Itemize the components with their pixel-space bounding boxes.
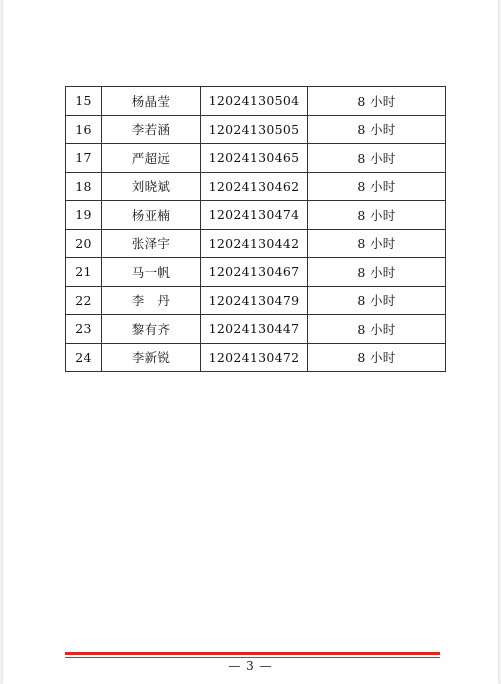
page-number: — 3 — [228, 659, 273, 673]
hours-cell: 8 小时 [308, 201, 446, 230]
student-name-cell: 黎有齐 [102, 315, 201, 344]
hours-cell: 8 小时 [308, 229, 446, 258]
row-number-cell: 24 [66, 343, 102, 372]
row-number-cell: 22 [66, 286, 102, 315]
student-name-cell: 李 丹 [102, 286, 201, 315]
row-number-cell: 19 [66, 201, 102, 230]
roster-table-body [66, 87, 446, 372]
table-row [66, 343, 446, 372]
row-number-cell: 16 [66, 115, 102, 144]
hours-cell: 8 小时 [308, 87, 446, 116]
student-id-cell: 12024130465 [201, 144, 308, 173]
student-id-cell: 12024130447 [201, 315, 308, 344]
footer-red-rule-thin [65, 657, 440, 658]
table-row [66, 201, 446, 230]
table-row [66, 315, 446, 344]
row-number-cell: 18 [66, 172, 102, 201]
student-id-cell: 12024130474 [201, 201, 308, 230]
table-row [66, 286, 446, 315]
student-id-cell: 12024130467 [201, 258, 308, 287]
row-number-cell: 23 [66, 315, 102, 344]
student-id-cell: 12024130442 [201, 229, 308, 258]
row-number-cell: 17 [66, 144, 102, 173]
student-name-cell: 刘晓斌 [102, 172, 201, 201]
student-name-cell: 杨晶莹 [102, 87, 201, 116]
hours-cell: 8 小时 [308, 258, 446, 287]
student-name-cell: 张泽宇 [102, 229, 201, 258]
table-row [66, 172, 446, 201]
student-name-cell: 马一帆 [102, 258, 201, 287]
hours-cell: 8 小时 [308, 286, 446, 315]
hours-cell: 8 小时 [308, 115, 446, 144]
row-number-cell: 15 [66, 87, 102, 116]
document-page [3, 0, 498, 684]
table-row [66, 258, 446, 287]
table-row [66, 87, 446, 116]
table-row [66, 229, 446, 258]
hours-cell: 8 小时 [308, 144, 446, 173]
student-id-cell: 12024130462 [201, 172, 308, 201]
student-name-cell: 李若涵 [102, 115, 201, 144]
student-name-cell: 严超远 [102, 144, 201, 173]
row-number-cell: 21 [66, 258, 102, 287]
table-row [66, 115, 446, 144]
roster-table [65, 86, 446, 372]
hours-cell: 8 小时 [308, 315, 446, 344]
table-row [66, 144, 446, 173]
hours-cell: 8 小时 [308, 343, 446, 372]
student-id-cell: 12024130504 [201, 87, 308, 116]
student-id-cell: 12024130479 [201, 286, 308, 315]
student-id-cell: 12024130505 [201, 115, 308, 144]
footer-red-rule-thick [65, 652, 440, 655]
hours-cell: 8 小时 [308, 172, 446, 201]
student-name-cell: 李新锐 [102, 343, 201, 372]
student-name-cell: 杨亚楠 [102, 201, 201, 230]
row-number-cell: 20 [66, 229, 102, 258]
student-id-cell: 12024130472 [201, 343, 308, 372]
